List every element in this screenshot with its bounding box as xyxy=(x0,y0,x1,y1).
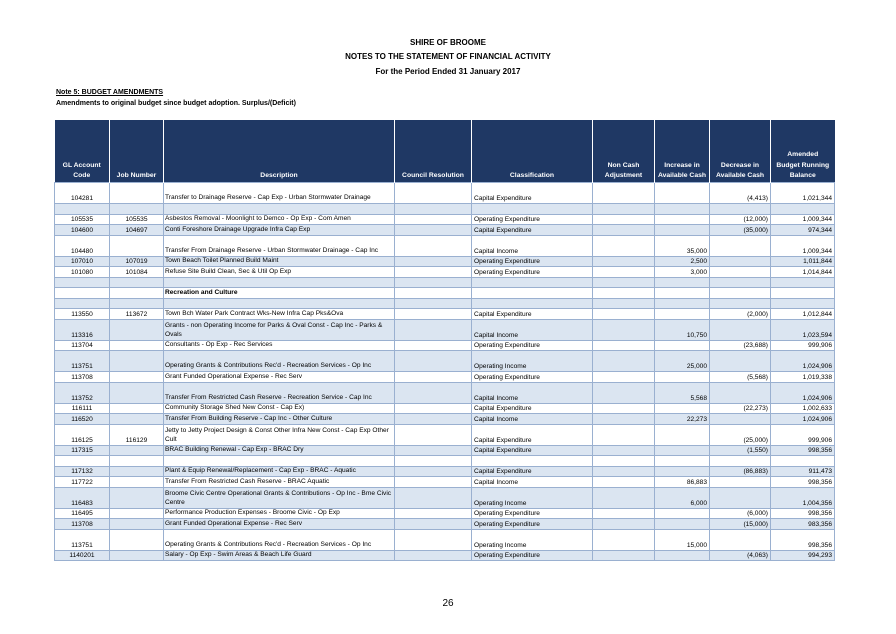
classification-cell xyxy=(472,456,593,467)
gl-code-cell: 116520 xyxy=(55,414,110,425)
non-cash-adjustment-cell xyxy=(593,382,655,403)
decrease-available-cash-cell xyxy=(710,351,771,372)
increase-available-cash-cell xyxy=(655,288,710,299)
non-cash-adjustment-cell xyxy=(593,529,655,550)
description-cell: Grant Funded Operational Expense - Rec Serv xyxy=(164,372,395,383)
description-cell: Transfer From Drainage Reserve - Urban Stormwater Drainage - Cap Inc xyxy=(164,235,395,256)
description-cell: Transfer From Restricted Cash Reserve - Recreation Service - Cap Inc xyxy=(164,382,395,403)
increase-available-cash-cell xyxy=(655,183,710,204)
running-balance-cell: 998,356 xyxy=(771,445,835,456)
increase-available-cash-cell xyxy=(655,403,710,414)
council-resolution-cell xyxy=(395,277,472,288)
gl-code-cell: 105535 xyxy=(55,214,110,225)
increase-available-cash-cell xyxy=(655,309,710,320)
council-resolution-cell xyxy=(395,351,472,372)
non-cash-adjustment-cell xyxy=(593,340,655,351)
gl-code-cell: 113708 xyxy=(55,372,110,383)
col-header-increase: Increase in Available Cash xyxy=(655,120,710,183)
gl-code-cell: 104281 xyxy=(55,183,110,204)
decrease-available-cash-cell: (25,000) xyxy=(710,424,771,445)
classification-cell xyxy=(472,277,593,288)
non-cash-adjustment-cell xyxy=(593,466,655,477)
running-balance-cell: 1,012,844 xyxy=(771,309,835,320)
decrease-available-cash-cell: (2,000) xyxy=(710,309,771,320)
col-header-description: Description xyxy=(164,120,395,183)
classification-cell: Operating Expenditure xyxy=(472,372,593,383)
gl-code-cell: 116483 xyxy=(55,487,110,508)
increase-available-cash-cell: 35,000 xyxy=(655,235,710,256)
non-cash-adjustment-cell xyxy=(593,288,655,299)
description-cell xyxy=(164,456,395,467)
running-balance-cell: 1,009,344 xyxy=(771,214,835,225)
decrease-available-cash-cell xyxy=(710,414,771,425)
running-balance-cell: 999,906 xyxy=(771,424,835,445)
table-row xyxy=(55,267,835,278)
job-number-cell xyxy=(110,340,164,351)
running-balance-cell: 998,356 xyxy=(771,529,835,550)
col-header-gl-account: GL Account Code xyxy=(55,120,110,183)
table-row xyxy=(55,487,835,508)
description-cell: Salary - Op Exp - Swim Areas & Beach Life Guard xyxy=(164,550,395,561)
increase-available-cash-cell xyxy=(655,550,710,561)
council-resolution-cell xyxy=(395,372,472,383)
job-number-cell xyxy=(110,204,164,215)
gl-code-cell: 113704 xyxy=(55,340,110,351)
increase-available-cash-cell xyxy=(655,508,710,519)
description-cell: Town Bch Water Park Contract Wks-New Infra Cap Pks&Ova xyxy=(164,309,395,320)
increase-available-cash-cell xyxy=(655,372,710,383)
running-balance-cell: 1,024,906 xyxy=(771,351,835,372)
col-header-council-resolution: Council Resolution xyxy=(395,120,472,183)
decrease-available-cash-cell xyxy=(710,529,771,550)
running-balance-cell xyxy=(771,204,835,215)
running-balance-cell: 1,021,344 xyxy=(771,183,835,204)
classification-cell: Capital Expenditure xyxy=(472,309,593,320)
table-row xyxy=(55,403,835,414)
gl-code-cell: 117132 xyxy=(55,466,110,477)
classification-cell: Capital Income xyxy=(472,414,593,425)
description-cell: Jetty to Jetty Project Design & Const Other Infra New Const - Cap Exp Other Cult xyxy=(164,424,395,445)
table-row xyxy=(55,319,835,340)
description-cell: Conti Foreshore Drainage Upgrade Infra Cap Exp xyxy=(164,225,395,236)
classification-cell: Operating Expenditure xyxy=(472,340,593,351)
job-number-cell xyxy=(110,372,164,383)
table-row xyxy=(55,414,835,425)
increase-available-cash-cell xyxy=(655,204,710,215)
organisation-title: SHIRE OF BROOME xyxy=(409,38,486,47)
council-resolution-cell xyxy=(395,550,472,561)
increase-available-cash-cell: 25,000 xyxy=(655,351,710,372)
non-cash-adjustment-cell xyxy=(593,487,655,508)
non-cash-adjustment-cell xyxy=(593,351,655,372)
gl-code-cell: 113550 xyxy=(55,309,110,320)
job-number-cell xyxy=(110,466,164,477)
job-number-cell: 104697 xyxy=(110,225,164,236)
note-title: Note 5: BUDGET AMENDMENTS xyxy=(56,89,164,96)
classification-cell: Capital Income xyxy=(472,382,593,403)
classification-cell: Capital Income xyxy=(472,235,593,256)
council-resolution-cell xyxy=(395,477,472,488)
gl-code-cell xyxy=(55,298,110,309)
increase-available-cash-cell: 5,568 xyxy=(655,382,710,403)
col-header-classification: Classification xyxy=(472,120,593,183)
running-balance-cell: 1,004,356 xyxy=(771,487,835,508)
running-balance-cell: 1,009,344 xyxy=(771,235,835,256)
council-resolution-cell xyxy=(395,235,472,256)
running-balance-cell: 998,356 xyxy=(771,477,835,488)
classification-cell xyxy=(472,204,593,215)
table-row xyxy=(55,445,835,456)
increase-available-cash-cell: 2,500 xyxy=(655,256,710,267)
job-number-cell xyxy=(110,351,164,372)
job-number-cell xyxy=(110,529,164,550)
increase-available-cash-cell: 10,750 xyxy=(655,319,710,340)
decrease-available-cash-cell xyxy=(710,382,771,403)
council-resolution-cell xyxy=(395,288,472,299)
increase-available-cash-cell xyxy=(655,214,710,225)
table-row xyxy=(55,477,835,488)
council-resolution-cell xyxy=(395,466,472,477)
gl-code-cell xyxy=(55,456,110,467)
description-cell: Transfer From Building Reserve - Cap Inc - Other Culture xyxy=(164,414,395,425)
table-row xyxy=(55,298,835,309)
council-resolution-cell xyxy=(395,414,472,425)
job-number-cell: 113672 xyxy=(110,309,164,320)
classification-cell: Capital Income xyxy=(472,319,593,340)
gl-code-cell: 117315 xyxy=(55,445,110,456)
classification-cell xyxy=(472,288,593,299)
increase-available-cash-cell: 3,000 xyxy=(655,267,710,278)
job-number-cell xyxy=(110,487,164,508)
job-number-cell xyxy=(110,550,164,561)
description-cell: Grant Funded Operational Expense - Rec Serv xyxy=(164,519,395,530)
decrease-available-cash-cell xyxy=(710,456,771,467)
council-resolution-cell xyxy=(395,225,472,236)
classification-cell: Operating Expenditure xyxy=(472,267,593,278)
council-resolution-cell xyxy=(395,487,472,508)
running-balance-cell: 1,023,594 xyxy=(771,319,835,340)
job-number-cell xyxy=(110,477,164,488)
non-cash-adjustment-cell xyxy=(593,256,655,267)
running-balance-cell: 998,356 xyxy=(771,508,835,519)
job-number-cell: 101084 xyxy=(110,267,164,278)
description-cell: Grants - non Operating Income for Parks & Oval Const - Cap Inc - Parks & Ovals xyxy=(164,319,395,340)
council-resolution-cell xyxy=(395,340,472,351)
table-body xyxy=(55,183,835,561)
table-row xyxy=(55,550,835,561)
council-resolution-cell xyxy=(395,529,472,550)
table-row xyxy=(55,529,835,550)
running-balance-cell: 983,356 xyxy=(771,519,835,530)
non-cash-adjustment-cell xyxy=(593,519,655,530)
classification-cell: Operating Expenditure xyxy=(472,256,593,267)
decrease-available-cash-cell xyxy=(710,487,771,508)
classification-cell: Operating Expenditure xyxy=(472,508,593,519)
description-cell: Performance Production Expenses - Broome Civic - Op Exp xyxy=(164,508,395,519)
table-row xyxy=(55,183,835,204)
table-row xyxy=(55,340,835,351)
table-row xyxy=(55,351,835,372)
gl-code-cell: 117722 xyxy=(55,477,110,488)
increase-available-cash-cell xyxy=(655,456,710,467)
table-row xyxy=(55,382,835,403)
col-header-decrease: Decrease in Available Cash xyxy=(710,120,771,183)
table-row xyxy=(55,456,835,467)
non-cash-adjustment-cell xyxy=(593,277,655,288)
statement-title: NOTES TO THE STATEMENT OF FINANCIAL ACTIVITY xyxy=(345,52,551,61)
gl-code-cell: 113751 xyxy=(55,529,110,550)
running-balance-cell xyxy=(771,277,835,288)
job-number-cell xyxy=(110,288,164,299)
gl-code-cell: 113751 xyxy=(55,351,110,372)
decrease-available-cash-cell: (4,413) xyxy=(710,183,771,204)
decrease-available-cash-cell: (35,000) xyxy=(710,225,771,236)
classification-cell: Capital Expenditure xyxy=(472,225,593,236)
table-row xyxy=(55,204,835,215)
increase-available-cash-cell: 86,883 xyxy=(655,477,710,488)
council-resolution-cell xyxy=(395,508,472,519)
running-balance-cell: 974,344 xyxy=(771,225,835,236)
description-cell: Consultants - Op Exp - Rec Services xyxy=(164,340,395,351)
decrease-available-cash-cell xyxy=(710,298,771,309)
gl-code-cell xyxy=(55,204,110,215)
table-row xyxy=(55,424,835,445)
non-cash-adjustment-cell xyxy=(593,214,655,225)
decrease-available-cash-cell: (5,568) xyxy=(710,372,771,383)
job-number-cell xyxy=(110,456,164,467)
council-resolution-cell xyxy=(395,298,472,309)
description-cell: Transfer From Restricted Cash Reserve - BRAC Aquatic xyxy=(164,477,395,488)
gl-code-cell xyxy=(55,288,110,299)
col-header-balance: Amended Budget Running Balance xyxy=(771,120,835,183)
table-row xyxy=(55,235,835,256)
classification-cell: Operating Expenditure xyxy=(472,519,593,530)
classification-cell: Capital Expenditure xyxy=(472,403,593,414)
job-number-cell: 116129 xyxy=(110,424,164,445)
gl-code-cell: 113316 xyxy=(55,319,110,340)
description-cell xyxy=(164,298,395,309)
classification-cell: Operating Expenditure xyxy=(472,214,593,225)
job-number-cell xyxy=(110,508,164,519)
table-row xyxy=(55,508,835,519)
running-balance-cell: 1,019,338 xyxy=(771,372,835,383)
decrease-available-cash-cell xyxy=(710,267,771,278)
description-cell xyxy=(164,204,395,215)
non-cash-adjustment-cell xyxy=(593,414,655,425)
description-cell: Transfer to Drainage Reserve - Cap Exp - Urban Stormwater Drainage xyxy=(164,183,395,204)
running-balance-cell xyxy=(771,298,835,309)
gl-code-cell: 104480 xyxy=(55,235,110,256)
section-heading-row xyxy=(55,288,835,299)
classification-cell: Capital Income xyxy=(472,477,593,488)
non-cash-adjustment-cell xyxy=(593,424,655,445)
council-resolution-cell xyxy=(395,319,472,340)
job-number-cell xyxy=(110,183,164,204)
non-cash-adjustment-cell xyxy=(593,183,655,204)
classification-cell: Operating Income xyxy=(472,351,593,372)
table-row xyxy=(55,225,835,236)
non-cash-adjustment-cell xyxy=(593,204,655,215)
decrease-available-cash-cell xyxy=(710,277,771,288)
table-row xyxy=(55,372,835,383)
decrease-available-cash-cell xyxy=(710,319,771,340)
table-row xyxy=(55,519,835,530)
classification-cell: Operating Expenditure xyxy=(472,550,593,561)
decrease-available-cash-cell: (4,063) xyxy=(710,550,771,561)
increase-available-cash-cell xyxy=(655,466,710,477)
running-balance-cell: 1,024,906 xyxy=(771,382,835,403)
council-resolution-cell xyxy=(395,309,472,320)
council-resolution-cell xyxy=(395,267,472,278)
job-number-cell xyxy=(110,445,164,456)
increase-available-cash-cell: 22,273 xyxy=(655,414,710,425)
description-cell: Plant & Equip Renewal/Replacement - Cap Exp - BRAC - Aquatic xyxy=(164,466,395,477)
job-number-cell: 105535 xyxy=(110,214,164,225)
description-cell: Recreation and Culture xyxy=(164,288,395,299)
classification-cell: Operating Income xyxy=(472,487,593,508)
table-row xyxy=(55,277,835,288)
council-resolution-cell xyxy=(395,382,472,403)
table-row xyxy=(55,309,835,320)
non-cash-adjustment-cell xyxy=(593,445,655,456)
running-balance-cell: 1,014,844 xyxy=(771,267,835,278)
decrease-available-cash-cell: (15,000) xyxy=(710,519,771,530)
gl-code-cell: 116495 xyxy=(55,508,110,519)
description-cell: BRAC Building Renewal - Cap Exp - BRAC Dry xyxy=(164,445,395,456)
job-number-cell xyxy=(110,277,164,288)
increase-available-cash-cell: 6,000 xyxy=(655,487,710,508)
non-cash-adjustment-cell xyxy=(593,267,655,278)
non-cash-adjustment-cell xyxy=(593,477,655,488)
job-number-cell xyxy=(110,414,164,425)
classification-cell xyxy=(472,298,593,309)
job-number-cell: 107019 xyxy=(110,256,164,267)
non-cash-adjustment-cell xyxy=(593,235,655,256)
council-resolution-cell xyxy=(395,183,472,204)
increase-available-cash-cell: 15,000 xyxy=(655,529,710,550)
gl-code-cell: 101080 xyxy=(55,267,110,278)
decrease-available-cash-cell: (1,550) xyxy=(710,445,771,456)
description-cell: Community Storage Shed New Const - Cap Ex) xyxy=(164,403,395,414)
increase-available-cash-cell xyxy=(655,340,710,351)
council-resolution-cell xyxy=(395,424,472,445)
decrease-available-cash-cell xyxy=(710,256,771,267)
gl-code-cell: 116125 xyxy=(55,424,110,445)
increase-available-cash-cell xyxy=(655,424,710,445)
non-cash-adjustment-cell xyxy=(593,298,655,309)
council-resolution-cell xyxy=(395,445,472,456)
decrease-available-cash-cell: (6,000) xyxy=(710,508,771,519)
non-cash-adjustment-cell xyxy=(593,319,655,340)
gl-code-cell: 1140201 xyxy=(55,550,110,561)
page-number: 26 xyxy=(442,598,454,609)
classification-cell: Capital Expenditure xyxy=(472,466,593,477)
classification-cell: Capital Expenditure xyxy=(472,445,593,456)
description-cell: Town Beach Toilet Planned Build Maint xyxy=(164,256,395,267)
council-resolution-cell xyxy=(395,256,472,267)
increase-available-cash-cell xyxy=(655,298,710,309)
running-balance-cell: 1,002,633 xyxy=(771,403,835,414)
col-header-job-number: Job Number xyxy=(110,120,164,183)
running-balance-cell: 911,473 xyxy=(771,466,835,477)
increase-available-cash-cell xyxy=(655,445,710,456)
decrease-available-cash-cell xyxy=(710,204,771,215)
period-title: For the Period Ended 31 January 2017 xyxy=(375,67,521,76)
running-balance-cell xyxy=(771,456,835,467)
gl-code-cell: 104600 xyxy=(55,225,110,236)
running-balance-cell: 999,906 xyxy=(771,340,835,351)
non-cash-adjustment-cell xyxy=(593,372,655,383)
job-number-cell xyxy=(110,319,164,340)
description-cell: Refuse Site Build Clean, Sec & Util Op Exp xyxy=(164,267,395,278)
running-balance-cell: 1,011,844 xyxy=(771,256,835,267)
decrease-available-cash-cell xyxy=(710,477,771,488)
council-resolution-cell xyxy=(395,456,472,467)
council-resolution-cell xyxy=(395,403,472,414)
col-header-non-cash: Non Cash Adjustment xyxy=(593,120,655,183)
table-header-row xyxy=(55,120,835,183)
gl-code-cell: 113752 xyxy=(55,382,110,403)
classification-cell: Capital Expenditure xyxy=(472,183,593,204)
running-balance-cell: 1,024,906 xyxy=(771,414,835,425)
note-subtitle: Amendments to original budget since budget adoption. Surplus/(Deficit) xyxy=(56,100,296,107)
budget-amendments-table xyxy=(54,120,835,561)
decrease-available-cash-cell xyxy=(710,235,771,256)
table-row xyxy=(55,214,835,225)
non-cash-adjustment-cell xyxy=(593,403,655,414)
decrease-available-cash-cell xyxy=(710,288,771,299)
decrease-available-cash-cell: (22,273) xyxy=(710,403,771,414)
council-resolution-cell xyxy=(395,214,472,225)
description-cell: Operating Grants & Contributions Rec'd - Recreation Services - Op Inc xyxy=(164,351,395,372)
description-cell: Asbestos Removal - Moonlight to Demco - Op Exp - Com Amen xyxy=(164,214,395,225)
running-balance-cell xyxy=(771,288,835,299)
job-number-cell xyxy=(110,235,164,256)
classification-cell: Operating Income xyxy=(472,529,593,550)
classification-cell: Capital Expenditure xyxy=(472,424,593,445)
description-cell: Operating Grants & Contributions Rec'd - Recreation Services - Op Inc xyxy=(164,529,395,550)
table-row xyxy=(55,466,835,477)
gl-code-cell xyxy=(55,277,110,288)
job-number-cell xyxy=(110,403,164,414)
decrease-available-cash-cell: (23,688) xyxy=(710,340,771,351)
non-cash-adjustment-cell xyxy=(593,309,655,320)
description-cell xyxy=(164,277,395,288)
decrease-available-cash-cell: (86,883) xyxy=(710,466,771,477)
job-number-cell xyxy=(110,519,164,530)
job-number-cell xyxy=(110,298,164,309)
non-cash-adjustment-cell xyxy=(593,508,655,519)
gl-code-cell: 113708 xyxy=(55,519,110,530)
non-cash-adjustment-cell xyxy=(593,456,655,467)
increase-available-cash-cell xyxy=(655,225,710,236)
non-cash-adjustment-cell xyxy=(593,550,655,561)
gl-code-cell: 116111 xyxy=(55,403,110,414)
non-cash-adjustment-cell xyxy=(593,225,655,236)
gl-code-cell: 107010 xyxy=(55,256,110,267)
description-cell: Broome Civic Centre Operational Grants & Contributions - Op Inc - Bme Civic Centre xyxy=(164,487,395,508)
increase-available-cash-cell xyxy=(655,519,710,530)
increase-available-cash-cell xyxy=(655,277,710,288)
council-resolution-cell xyxy=(395,519,472,530)
decrease-available-cash-cell: (12,000) xyxy=(710,214,771,225)
running-balance-cell: 994,293 xyxy=(771,550,835,561)
job-number-cell xyxy=(110,382,164,403)
council-resolution-cell xyxy=(395,204,472,215)
table-row xyxy=(55,256,835,267)
